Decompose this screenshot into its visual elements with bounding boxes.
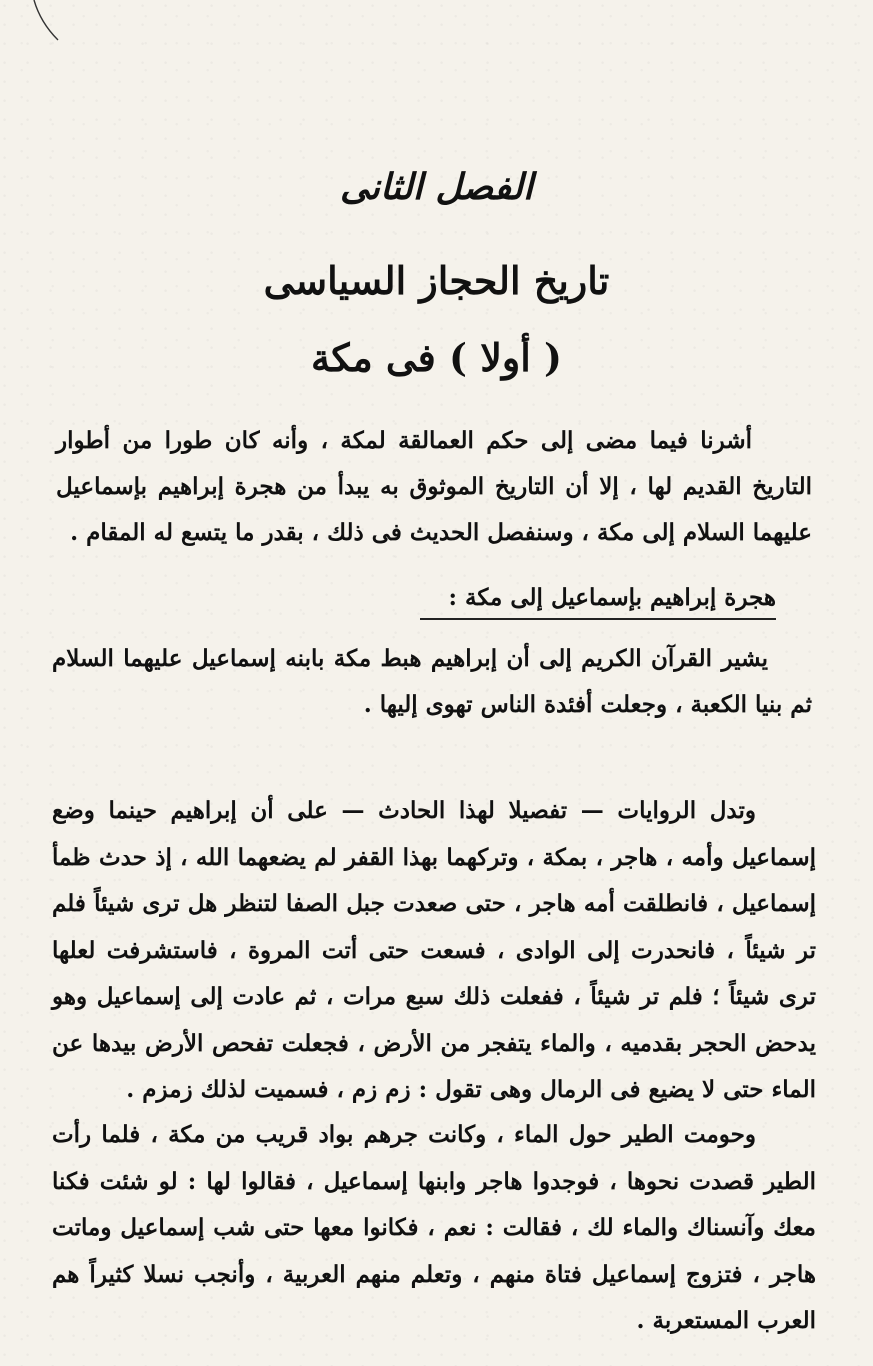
jurhum-paragraph: وحومت الطير حول الماء ، وكانت جرهم بواد قريب من مكة ، فلما رأت الطير قصدت نحوها ، فوجدوا هاجر وابنها إسماعيل ، فقالوا لها : لو شئت فكنا معك وآنسناك والماء لك ، فقالت : نعم ، فكانوا معها حتى شب إسماعيل وماتت هاجر ، فتزوج إسماعيل فتاة منهم ، وتعلم منهم العربية ، وأنجب نسلا كثيراً هم العرب المستعربة . xyxy=(52,1121,816,1334)
chapter-heading: الفصل الثانى xyxy=(339,166,534,208)
quran-paragraph: يشير القرآن الكريم إلى أن إبراهيم هبط مكة بابنه إسماعيل عليهما السلام ثم بنيا الكعبة ، وجعلت أفئدة الناس تهوى إليها . xyxy=(52,645,812,718)
section-heading: هجرة إبراهيم بإسماعيل إلى مكة : xyxy=(448,584,776,611)
section-heading-underline xyxy=(420,618,776,620)
intro-paragraph: أشرنا فيما مضى إلى حكم العمالقة لمكة ، وأنه كان طورا من أطوار التاريخ القديم لها ، إلا أن التاريخ الموثوق به يبدأ من هجرة إبراهيم بإسماعيل عليهما السلام إلى مكة ، وسنفصل الحديث فى ذلك ، بقدر ما يتسع له المقام . xyxy=(56,427,812,546)
narrations-paragraph: وتدل الروايات — تفصيلا لهذا الحادث — على أن إبراهيم حينما وضع إسماعيل وأمه ، هاجر ، بمكة ، وتركهما بهذا القفر لم يضعهما الله ، إذ حدث ظمأ إسماعيل ، فانطلقت أمه هاجر ، حتى صعدت جبل الصفا لتنظر هل ترى شيئاً فلم تر شيئاً ، فانحدرت إلى الوادى ، فسعت حتى أتت المروة ، فاستشرفت لعلها ترى شيئاً ؛ فلم تر شيئاً ، ففعلت ذلك سبع مرات ، ثم عادت إلى إسماعيل وهو يدحض الحجر بقدميه ، والماء يتفجر من الأرض ، فجعلت تفحص الأرض بيدها عن الماء حتى لا يضيع فى الرمال وهى تقول : زم زم ، فسميت لذلك زمزم . xyxy=(52,797,816,1103)
scan-artifact-mark xyxy=(28,0,64,44)
page-title: تاريخ الحجاز السياسى xyxy=(263,258,610,303)
page-subtitle: ( أولا ) فى مكة xyxy=(310,335,562,380)
